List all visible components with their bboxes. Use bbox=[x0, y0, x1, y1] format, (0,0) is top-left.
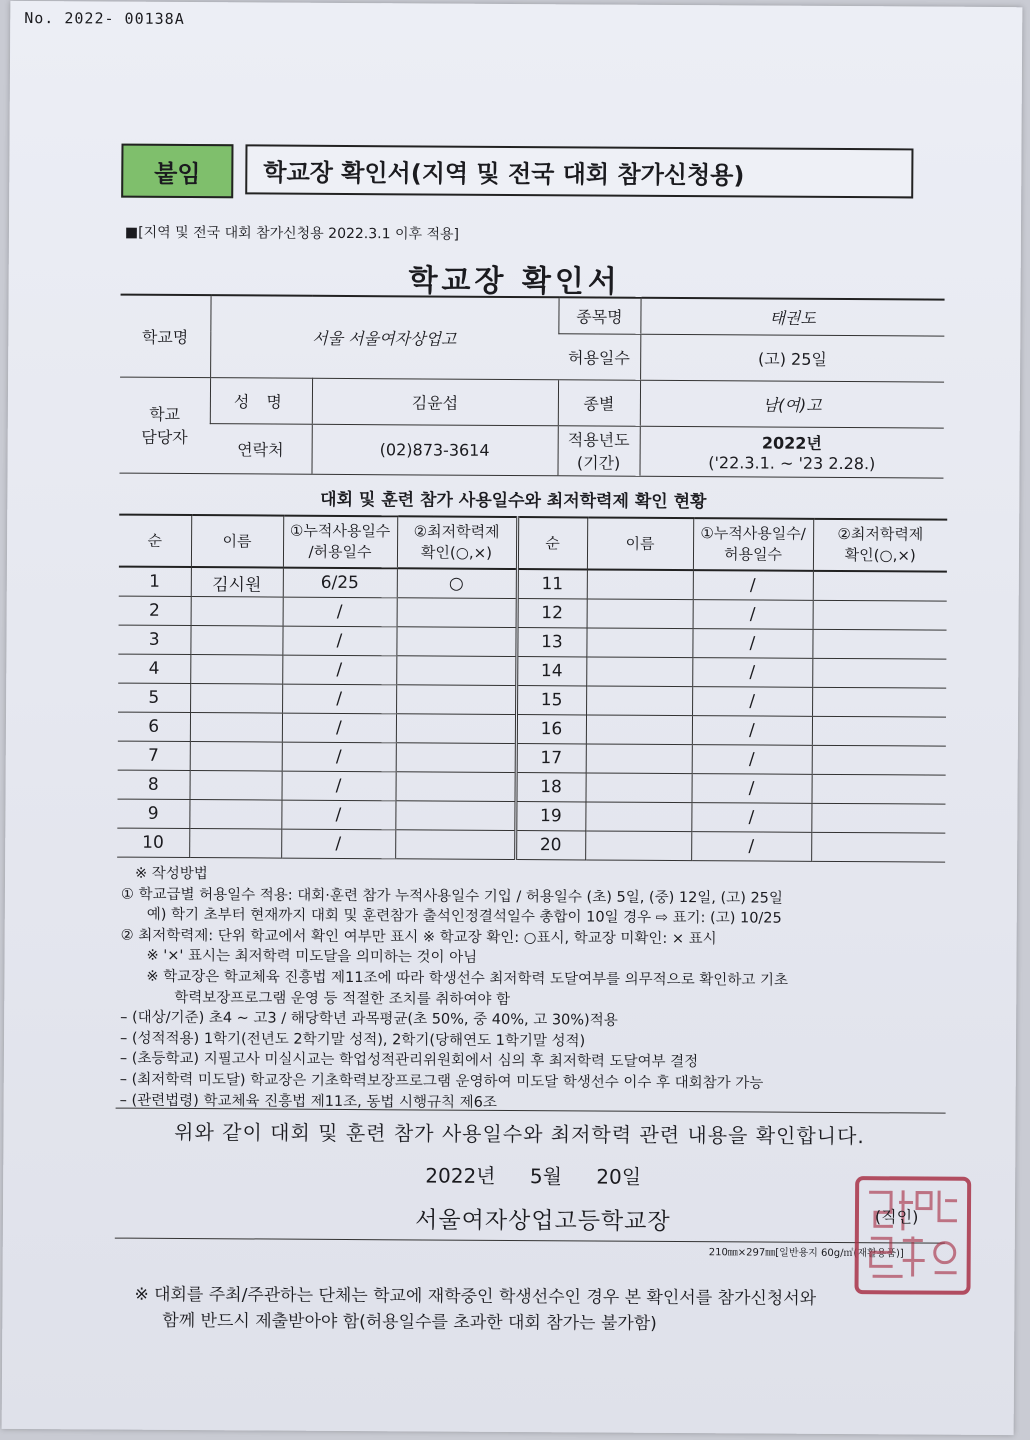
row-name bbox=[587, 599, 693, 629]
row-check bbox=[813, 600, 947, 630]
seal-pattern-icon bbox=[859, 1180, 968, 1291]
row-no: 8 bbox=[117, 770, 189, 799]
row-no: 18 bbox=[515, 773, 585, 802]
sport-value: 태권도 bbox=[640, 298, 944, 336]
year-value bbox=[639, 426, 943, 478]
instruction-line: ※ '×' 표시는 최저학력 미도달을 의미하는 것이 아님 bbox=[146, 948, 478, 967]
row-name bbox=[189, 771, 281, 801]
row-days: / bbox=[691, 832, 811, 862]
period-text: ('22.3.1. ~ '23 2.28.) bbox=[708, 453, 876, 474]
header-days-left-line2: /허용일수 bbox=[308, 542, 372, 562]
year-label-line1: 적용년도 bbox=[567, 430, 630, 450]
row-days: / bbox=[692, 629, 812, 659]
header-days-right-line2: 허용일수 bbox=[723, 545, 783, 564]
row-days: / bbox=[283, 597, 397, 627]
row-days: / bbox=[692, 658, 812, 688]
principal-title: 서울여자상업고등학교장 bbox=[415, 1207, 671, 1235]
row-days: 6/25 bbox=[283, 568, 397, 598]
header-check-left-line1: ②최저학력제 bbox=[413, 522, 500, 541]
row-no: 11 bbox=[517, 569, 587, 599]
row-days: / bbox=[281, 829, 395, 859]
allowed-days-label: 허용일수 bbox=[558, 333, 640, 380]
contact-value: (02)873-3614 bbox=[311, 424, 557, 476]
row-days: / bbox=[282, 655, 396, 685]
paper-spec: 210㎜×297㎜[일반용지 60g/㎡(재활용품)] bbox=[708, 1247, 904, 1260]
row-no: 20 bbox=[515, 831, 585, 860]
manager-label-line1: 학교 bbox=[149, 404, 181, 424]
row-name bbox=[585, 831, 691, 861]
footer-line: ※ 대회를 주최/주관하는 단체는 학교에 재학중인 학생선수인 경우 본 확인서를 참가신청서와 bbox=[134, 1284, 817, 1309]
instruction-line: ② 최저학력제: 단위 학교에서 확인 여부만 표시 ※ 학교장 확인: ○표시, 학교장 미확인: × 표시 bbox=[120, 927, 717, 948]
row-days: / bbox=[692, 687, 812, 717]
instruction-line: ① 학교급별 허용일수 적용: 대회·훈련 참가 누적사용일수 기입 / 허용일수 (초) 5일, (중) 12일, (고) 25일 bbox=[120, 886, 783, 907]
header-check-left bbox=[397, 516, 517, 569]
sport-label: 종목명 bbox=[558, 297, 640, 334]
row-check bbox=[812, 716, 946, 746]
row-name bbox=[586, 628, 692, 658]
row-no: 12 bbox=[517, 599, 587, 628]
instructions bbox=[120, 864, 961, 1116]
name-label: 성 명 bbox=[210, 377, 312, 424]
date-year: 2022년 bbox=[425, 1163, 496, 1188]
row-check bbox=[396, 714, 516, 744]
header-name-right: 이름 bbox=[587, 517, 693, 570]
instruction-line: 학력보장프로그램 운영 등 적절한 조치를 취하여야 함 bbox=[174, 989, 511, 1008]
row-name bbox=[586, 686, 692, 716]
row-no: 4 bbox=[118, 654, 190, 683]
row-days: / bbox=[692, 745, 812, 775]
table-row bbox=[117, 828, 945, 862]
header-check-left-line2: 확인(○,×) bbox=[420, 543, 493, 562]
header-days-left-line1: ①누적사용일수 bbox=[289, 521, 391, 541]
row-no: 15 bbox=[516, 686, 586, 715]
row-no: 6 bbox=[118, 712, 190, 741]
date-month: 5월 bbox=[529, 1164, 563, 1189]
school-name-label: 학교명 bbox=[120, 295, 210, 378]
year-label bbox=[557, 425, 639, 476]
row-check bbox=[811, 774, 945, 804]
year-text: 2022년 bbox=[761, 433, 822, 453]
row-days: / bbox=[282, 684, 396, 714]
row-check bbox=[812, 629, 946, 659]
row-name bbox=[585, 802, 691, 832]
row-no: 14 bbox=[516, 657, 586, 686]
row-days: / bbox=[281, 771, 395, 801]
attachment-badge: 붙임 bbox=[121, 144, 233, 199]
header-check-right-line2: 확인(○,×) bbox=[844, 546, 916, 565]
school-name-value: 서울 서울여자상업고 bbox=[210, 295, 558, 379]
header-days-right-line1: ①누적사용일수/ bbox=[700, 524, 806, 543]
row-name bbox=[190, 742, 282, 772]
instruction-line: – (초등학교) 지필고사 미실시교는 학업성적관리위원회에서 심의 후 최저학력 도달여부 결정 bbox=[119, 1050, 699, 1071]
row-days: / bbox=[691, 774, 811, 804]
row-no: 10 bbox=[117, 828, 189, 857]
header-check-right-line1: ②최저학력제 bbox=[837, 524, 924, 544]
row-check bbox=[811, 832, 945, 862]
document-sheet bbox=[2, 1, 1023, 1435]
row-check bbox=[811, 803, 945, 833]
confirmation-statement: 위와 같이 대회 및 훈련 참가 사용일수와 최저학력 관련 내용을 확인합니다. bbox=[174, 1119, 865, 1149]
row-name bbox=[190, 684, 282, 714]
row-name bbox=[586, 657, 692, 687]
row-check bbox=[396, 743, 516, 773]
row-name bbox=[585, 773, 691, 803]
manager-label bbox=[119, 377, 210, 474]
row-no: 16 bbox=[516, 715, 586, 744]
row-check bbox=[812, 658, 946, 688]
row-name bbox=[190, 655, 282, 685]
row-no: 19 bbox=[515, 802, 585, 831]
row-days: / bbox=[281, 800, 395, 830]
row-name bbox=[586, 744, 692, 774]
row-check bbox=[396, 656, 516, 686]
gender-label: 종별 bbox=[558, 379, 640, 426]
row-no: 17 bbox=[516, 744, 586, 773]
row-no: 3 bbox=[118, 625, 190, 654]
row-days: / bbox=[282, 626, 396, 656]
row-no: 7 bbox=[118, 741, 190, 770]
row-check bbox=[395, 801, 515, 831]
header-no-right: 순 bbox=[517, 517, 587, 569]
row-check: ○ bbox=[397, 568, 517, 598]
table-title: 대회 및 훈련 참가 사용일수와 최저학력제 확인 현황 bbox=[320, 489, 707, 513]
header-days-right bbox=[693, 518, 813, 571]
footer-line: 함께 반드시 제출받아야 함(허용일수를 초과한 대회 참가는 불가함) bbox=[162, 1310, 657, 1334]
row-days: / bbox=[691, 803, 811, 833]
row-days: / bbox=[692, 716, 812, 746]
contact-label: 연락처 bbox=[209, 423, 311, 474]
instruction-line: ※ 학교장은 학교체육 진흥법 제11조에 따라 학생선수 최저학력 도달여부를 의무적으로 확인하고 기초 bbox=[146, 968, 789, 989]
gender-value: 남(여)고 bbox=[640, 380, 944, 428]
info-table bbox=[119, 294, 944, 479]
instruction-line: – (대상/기준) 초4 ~ 고3 / 해당학년 과목평균(초 50%, 중 40%, 고 30%)적용 bbox=[120, 1009, 618, 1029]
date-day: 20일 bbox=[596, 1164, 642, 1189]
row-days: / bbox=[282, 713, 396, 743]
name-value: 김윤섭 bbox=[312, 378, 558, 426]
row-name bbox=[191, 597, 283, 627]
header-days-left bbox=[283, 516, 397, 569]
instruction-line: – (성적적용) 1학기(전년도 2학기말 성적), 2학기(당해연도 1학기말 성적) bbox=[119, 1030, 586, 1050]
row-days: / bbox=[693, 600, 813, 630]
row-name: 김시원 bbox=[191, 567, 283, 597]
header-title: 학교장 확인서(지역 및 전국 대회 참가신청용) bbox=[245, 144, 913, 198]
row-no: 2 bbox=[119, 596, 191, 625]
row-no: 9 bbox=[117, 799, 189, 828]
row-check bbox=[813, 571, 947, 601]
allowed-days-value: (고) 25일 bbox=[640, 334, 944, 382]
footer-note bbox=[134, 1282, 934, 1339]
header-check-right bbox=[813, 519, 947, 572]
row-check bbox=[812, 745, 946, 775]
row-name bbox=[189, 800, 281, 830]
row-no: 13 bbox=[516, 628, 586, 657]
row-days: / bbox=[693, 570, 813, 600]
row-check bbox=[395, 772, 515, 802]
row-check bbox=[396, 685, 516, 715]
instruction-line: – (관련법령) 학교체육 진흥법 제11조, 동법 시행규칙 제6조 bbox=[119, 1092, 497, 1111]
document-title: 학교장 확인서 bbox=[408, 263, 621, 300]
row-no: 1 bbox=[119, 567, 191, 597]
year-label-line2: (기간) bbox=[576, 453, 621, 473]
usage-table bbox=[117, 514, 947, 863]
divider bbox=[115, 1238, 945, 1244]
row-name bbox=[189, 829, 281, 859]
document-number: No. 2022- 00138A bbox=[24, 9, 185, 28]
instruction-line: ※ 작성방법 bbox=[134, 865, 208, 883]
seal-mark-label: (직인) bbox=[874, 1207, 919, 1227]
row-no: 5 bbox=[118, 683, 190, 712]
row-check bbox=[812, 687, 946, 717]
row-name bbox=[190, 626, 282, 656]
header-no-left: 순 bbox=[119, 515, 191, 567]
row-check bbox=[396, 627, 516, 657]
row-check bbox=[395, 830, 515, 860]
official-seal-icon bbox=[854, 1176, 971, 1295]
instruction-line: – (최저학력 미도달) 학교장은 기초학력보장프로그램 운영하여 미도달 학생선수 이수 후 대회참가 가능 bbox=[119, 1071, 764, 1092]
manager-label-line2: 담당자 bbox=[141, 427, 188, 448]
row-name bbox=[190, 713, 282, 743]
row-days: / bbox=[282, 742, 396, 772]
row-name bbox=[587, 569, 693, 599]
header-name-left: 이름 bbox=[191, 515, 283, 568]
row-check bbox=[397, 598, 517, 628]
instruction-line: 예) 학기 초부터 현재까지 대회 및 훈련참가 출석인정결석일수 총합이 10일 경우 ⇨ 표기: (고) 10/25 bbox=[146, 906, 782, 927]
applicability-notice: ■[지역 및 전국 대회 참가신청용 2022.3.1 이후 적용] bbox=[124, 224, 460, 243]
row-name bbox=[586, 715, 692, 745]
